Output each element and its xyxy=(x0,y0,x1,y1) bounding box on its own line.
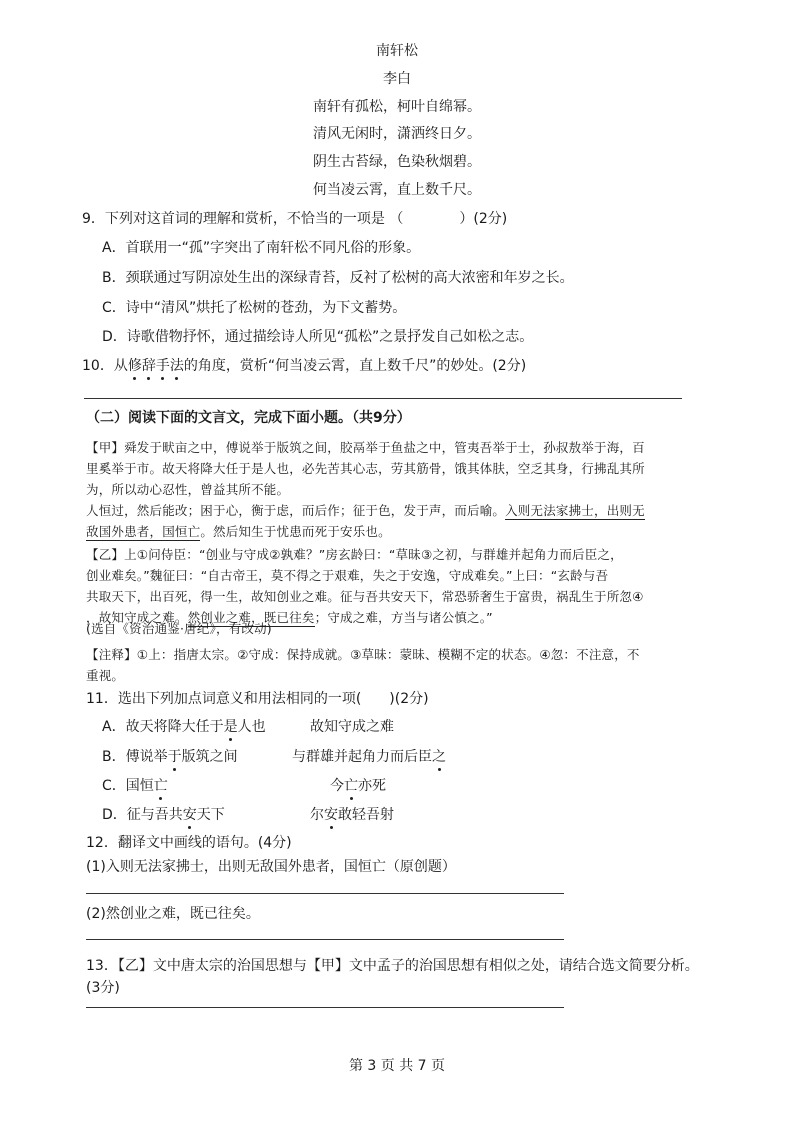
dotted-char: 是 xyxy=(224,716,238,736)
option-left: 人也 xyxy=(237,719,266,735)
passage-yi-line: 【乙】上①问侍臣：“创业与守成②孰难？”房玄龄曰：“草昧③之初，与群雄并起角力而后臣之， xyxy=(86,547,623,562)
passage-jia-line: 为，所以动心忍性，曾益其所不能。 xyxy=(86,482,290,497)
underlined-sentence: 然创业之难，既已往矣 xyxy=(187,610,315,625)
answer-line[interactable] xyxy=(86,1007,564,1008)
poem-line: 何当凌云霄，直上数千尺。 xyxy=(313,182,481,198)
passage-text: 。然后知生于忧患而死于安乐也。 xyxy=(200,524,391,539)
dotted-char: 安 xyxy=(324,804,338,824)
option-right: 尔 xyxy=(310,807,324,823)
answer-line[interactable] xyxy=(84,398,682,399)
dotted-char: 手 xyxy=(156,355,170,375)
question-11-option-d[interactable] xyxy=(102,804,225,824)
answer-line[interactable] xyxy=(86,939,564,940)
option-right: 敢轻吾射 xyxy=(338,807,394,823)
question-13-stem: 13．【乙】文中唐太宗的治国思想与【甲】文中孟子的治国思想有相似之处，请结合选文简要分析。 xyxy=(86,958,699,974)
passage-text: ；守成之难，方当与诸公慎之。” xyxy=(314,610,493,625)
poem-line: 清风无闲时，潇洒终日夕。 xyxy=(313,126,481,142)
underlined-sentence: 敌国外患者，国恒亡 xyxy=(86,524,201,539)
question-11-option-b-compare xyxy=(292,746,446,766)
passage-jia-line: 里奚举于市。故天将降大任于是人也，必先苦其心志，劳其筋骨，饿其体肤，空乏其身，行拂乱其所 xyxy=(86,461,645,476)
option-label: B． xyxy=(102,749,126,765)
passage-text: 人恒过，然后能改；困于心，衡于虑，而后作；征于色，发于声，而后喻。 xyxy=(86,503,506,518)
option-left: 国恒 xyxy=(125,778,154,794)
dotted-char: 安 xyxy=(183,804,197,824)
dotted-char: 辞 xyxy=(142,355,156,375)
question-12-stem: 12．翻译文中画线的语句。(4分) xyxy=(86,835,292,851)
dotted-char: 于 xyxy=(168,746,182,766)
passage-source: (选自《资治通鉴·唐纪》，有改动) xyxy=(86,621,272,636)
question-12-sub-1: (1)入则无法家拂士，出则无敌国外患者，国恒亡（原创题） xyxy=(86,859,456,875)
option-label: D． xyxy=(102,807,127,823)
question-9-option-b[interactable]: B．颈联通过写阴凉处生出的深绿青苔，反衬了松树的高大浓密和年岁之长。 xyxy=(102,270,574,286)
passage-jia-line: 【甲】舜发于畎亩之中，傅说举于版筑之间，胶鬲举于鱼盐之中，管夷吾举于士，孙叔敖举于海，百 xyxy=(86,440,645,455)
question-9-stem: 9．下列对这首词的理解和赏析，不恰当的一项是 （ ）(2分) xyxy=(82,211,508,227)
passage-jia-line xyxy=(86,522,391,540)
question-10-suffix: 的角度，赏析“何当凌云霄，直上数千尺”的妙处。(2分) xyxy=(183,358,527,374)
dotted-char: 亡 xyxy=(344,775,358,795)
passage-jia-line xyxy=(86,501,645,519)
dotted-char: 之 xyxy=(432,746,446,766)
page-number: 第 3 页 共 7 页 xyxy=(348,1058,446,1074)
question-11-option-b[interactable] xyxy=(102,746,238,766)
question-11-option-d-compare xyxy=(310,804,394,824)
poem-title: 南轩松 xyxy=(376,43,418,59)
notes-line: 重视。 xyxy=(86,668,125,683)
poem-line: 南轩有孤松，柯叶自绵幂。 xyxy=(313,99,481,115)
question-11-option-a-compare xyxy=(310,716,394,736)
poem-line: 阴生古苔绿，色染秋烟碧。 xyxy=(313,154,481,170)
question-12-sub-2: (2)然创业之难，既已往矣。 xyxy=(86,906,260,922)
dotted-char: 修 xyxy=(128,355,142,375)
question-11-option-a[interactable] xyxy=(102,716,266,736)
passage-yi-line: 共取天下，出百死，得一生，故知创业之难。征与吾共安天下，常恐骄奢生于富贵，祸乱生于所忽④ xyxy=(86,589,644,604)
option-left: 天下 xyxy=(196,807,225,823)
passage-text: ，故知守成之难。 xyxy=(86,610,188,625)
question-11-option-c[interactable] xyxy=(102,775,168,795)
dotted-char: 亡 xyxy=(154,775,168,795)
option-label: A． xyxy=(102,719,126,735)
notes-line: 【注释】①上：指唐太宗。②守成：保持成就。③草昧：蒙昧、模糊不定的状态。④忽：不注意，不 xyxy=(86,647,640,662)
question-9-option-a[interactable]: A．首联用一“孤”字突出了南轩松不同凡俗的形象。 xyxy=(102,240,421,256)
poem-author: 李白 xyxy=(383,71,411,87)
option-right: 与群雄并起角力而后臣 xyxy=(292,749,432,765)
underlined-sentence: 入则无法家拂士，出则无 xyxy=(505,503,645,518)
option-left: 版筑之间 xyxy=(181,749,238,765)
option-right: 亦死 xyxy=(358,778,386,794)
question-10-prefix: 10．从 xyxy=(82,358,128,374)
passage-yi-line: 创业难矣。”魏征曰：“自古帝王，莫不得之于艰难，失之于安逸，守成难矣。”上曰：“玄龄与吾 xyxy=(86,568,609,583)
question-9-option-c[interactable]: C．诗中“清风”烘托了松树的苍劲，为下文蓄势。 xyxy=(102,300,407,316)
question-11-option-c-compare xyxy=(330,775,386,795)
option-right: 故知守成之难 xyxy=(310,719,394,735)
option-left: 傅说举 xyxy=(125,749,168,765)
option-left: 征与吾共 xyxy=(126,807,183,823)
question-13-points: (3分) xyxy=(86,980,120,996)
section-2-heading: （二）阅读下面的文言文，完成下面小题。（共9分） xyxy=(86,410,411,426)
option-left: 故天将降大任于 xyxy=(125,719,224,735)
answer-line[interactable] xyxy=(86,893,564,894)
question-11-stem: 11．选出下列加点词意义和用法相同的一项( )(2分) xyxy=(86,691,429,707)
option-label: C． xyxy=(102,778,126,794)
question-9-option-d[interactable]: D．诗歌借物抒怀，通过描绘诗人所见“孤松”之景抒发自己如松之志。 xyxy=(102,329,534,345)
question-10-stem xyxy=(82,355,526,375)
dotted-char: 法 xyxy=(170,355,184,375)
option-right: 今 xyxy=(330,778,344,794)
